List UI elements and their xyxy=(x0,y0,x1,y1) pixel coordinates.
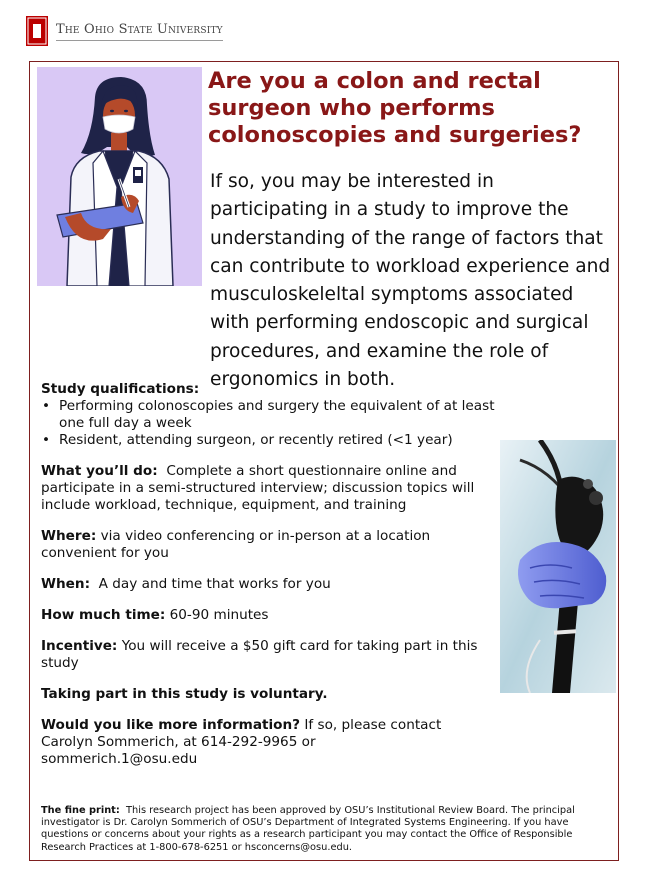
when-label: When: xyxy=(41,576,91,592)
time-text: 60-90 minutes xyxy=(169,607,269,623)
fine-print xyxy=(41,805,606,854)
time-section xyxy=(41,607,496,624)
gloved-hand-endoscope-photo xyxy=(500,440,616,693)
block-o-logo xyxy=(26,16,48,46)
qualifications-label: Study qualifications: xyxy=(41,381,200,397)
intro-paragraph: If so, you may be interested in participating in a study to improve the understanding of the range of factors that can contribute to workload experience and musculoskeleltal symptoms associated with performing endoscopic and surgical procedures, and examine the role of ergonomics in both. xyxy=(210,171,611,391)
header xyxy=(26,14,223,48)
study-details xyxy=(41,381,496,782)
contact-section xyxy=(41,717,496,768)
what-section xyxy=(41,463,496,514)
where-section xyxy=(41,528,496,562)
when-section xyxy=(41,576,496,593)
doctor-with-clipboard-illustration xyxy=(37,67,202,286)
qualifications-list xyxy=(41,398,496,449)
university-name: The Ohio State University xyxy=(56,22,223,41)
where-text: via video conferencing or in-person at a location convenient for you xyxy=(41,528,431,561)
incentive-text: You will receive a $50 gift card for taking part in this study xyxy=(41,638,478,671)
contact-label: Would you like more information? xyxy=(41,717,301,733)
contact-text: If so, please contact Carolyn Sommerich, at 614-292-9965 or xyxy=(41,717,442,750)
qualification-item: • Resident, attending surgeon, or recently retired (<1 year) xyxy=(41,432,496,449)
where-label: Where: xyxy=(41,528,97,544)
what-label: What you’ll do: xyxy=(41,463,158,479)
qualification-item: • Performing colonoscopies and surgery the equivalent of at least one full day a week xyxy=(41,398,496,432)
what-text: Complete a short questionnaire online and participate in a semi-structured interview; discussion topics will include workload, technique, equipment, and training xyxy=(41,463,475,513)
fine-print-text: This research project has been approved by OSU’s Institutional Review Board. The principal investigator is Dr. Carolyn Sommerich of OSU’s Department of Integrated Systems Engineering. If you have questions or concerns about your rights as a research participant you may contact the Office of Responsible Research Practices at 1-800-678-6251 or hsconcerns@osu.edu. xyxy=(41,805,575,853)
incentive-section xyxy=(41,638,496,672)
contact-email[interactable]: sommerich.1@osu.edu xyxy=(41,751,198,767)
incentive-label: Incentive: xyxy=(41,638,118,654)
fine-print-label: The fine print: xyxy=(41,805,120,816)
when-text: A day and time that works for you xyxy=(98,576,331,592)
qualifications-section xyxy=(41,381,496,449)
headline: Are you a colon and rectal surgeon who performs colonoscopies and surgeries? xyxy=(208,68,582,148)
voluntary-statement: Taking part in this study is voluntary. xyxy=(41,686,328,702)
time-label: How much time: xyxy=(41,607,166,623)
